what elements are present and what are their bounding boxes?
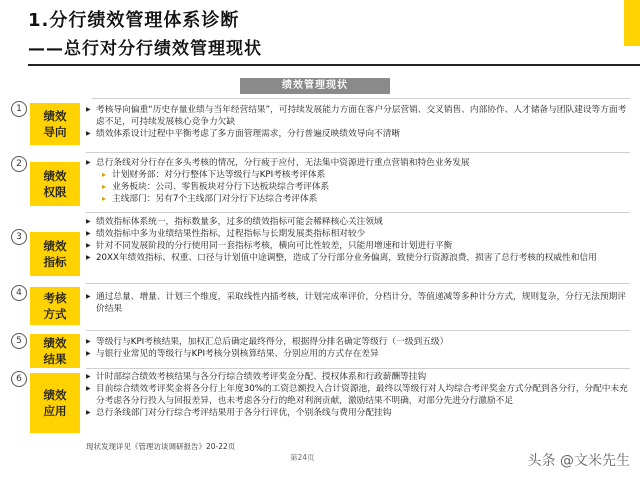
bullet: ▶ 总行条线对分行存在多头考核的情况，分行疲于应付，无法集中资源进行重点营销和特色业务发展 xyxy=(86,157,630,169)
divider xyxy=(86,330,630,331)
bullet: ▶ 总行条线部门对分行综合考评结果用于各分行评优，个别条线与费用分配挂钩 xyxy=(86,407,630,419)
bullet: ▶ 20XX年绩效指标、权重、口径与计划值中途调整，造成了分行部分业务偏离，致使分行资源浪费，损害了总行考核的权威性和信用 xyxy=(86,252,630,264)
title-underline xyxy=(28,64,640,66)
bullet: ▶ 绩效指标中多为业绩结果性指标，过程指标与长期发展类指标相对较少 xyxy=(86,228,630,240)
row-number: 4 xyxy=(11,285,27,301)
bullet: ▶ 绩效指标体系统一，指标数量多，过多的绩效指标可能会稀释核心关注领域 xyxy=(86,216,630,228)
row-label: 绩效 权限 xyxy=(30,162,80,206)
footer-note: 现状发现详见《管理访谈调研报告》20-22页 xyxy=(86,442,236,451)
row-number: 3 xyxy=(11,229,27,245)
row-label: 绩效 导向 xyxy=(30,103,80,145)
logo-bar xyxy=(624,0,640,46)
divider xyxy=(86,368,630,369)
page-number: 第24页 xyxy=(290,453,315,462)
row-number: 1 xyxy=(11,101,27,117)
divider xyxy=(86,283,630,284)
sub-bullet: ▸ 计划财务部：对分行整体下达等级行与KPI考核考评体系 xyxy=(86,169,630,181)
bullet: ▶ 与银行业常见的等级行与KPI考核分别核算结果、分别应用的方式存在差异 xyxy=(86,348,630,360)
bullet: ▶ 绩效体系设计过程中平衡考虑了多方面管理需求，分行普遍反映绩效导向不清晰 xyxy=(86,128,630,140)
sub-bullet: ▸ 主线部门：另有7个主线部门对分行下达综合考评体系 xyxy=(86,193,630,205)
row-label: 考核 方式 xyxy=(30,287,80,325)
bullet: ▶ 针对不同发展阶段的分行使用同一套指标考核，横向可比性较差，只能用增速和计划进行平衡 xyxy=(86,240,630,252)
subtitle: ——总行对分行绩效管理现状 xyxy=(28,39,262,59)
row-number: 6 xyxy=(11,371,27,387)
bullet: ▶ 通过总量、增量、计划三个维度，采取线性内插考核，计划完成率评价，分档计分，等值递减等多种计分方式，规则复杂，分行无法预期评价结果 xyxy=(86,291,630,315)
title: 1.分行绩效管理体系诊断 xyxy=(28,10,240,31)
bullet: ▶ 等级行与KPI考核结果，加权汇总后确定最终得分，根据得分排名确定等级行（一级到五级） xyxy=(86,336,630,348)
row-label: 绩效 指标 xyxy=(30,232,80,276)
section-header-line xyxy=(92,98,630,99)
section-header: 绩效管理现状 xyxy=(240,78,390,94)
divider xyxy=(86,152,630,153)
sub-bullet: ▸ 业务板块：公司、零售板块对分行下达板块综合考评体系 xyxy=(86,181,630,193)
bullet: ▶ 考核导向偏重“历史存量业绩与当年经营结果”，可持续发展能力方面在客户分层营销、交叉销售、内部协作、人才储备与团队建设等方面考虑不足，可持续发展核心竞争力欠缺 xyxy=(86,104,630,128)
row-label: 绩效 结果 xyxy=(30,334,80,368)
bullet: ▶ 目前综合绩效考评奖金将各分行上年度30%的工资总额投入合计资源池，最终以等级行对人均综合考评奖金方式分配到各分行，分配中未充分考虑各分行投入与回报差异，也未考虑各分行的绝对利润贡献，激励结果不明确，对部分先进分行激励不足 xyxy=(86,383,630,407)
bullet: ▶ 计时部综合绩效考核结果与各分行综合绩效考评奖金分配、授权体系和行政薪酬等挂钩 xyxy=(86,371,630,383)
divider xyxy=(86,212,630,213)
row-number: 5 xyxy=(11,333,27,349)
row-label: 绩效 应用 xyxy=(30,373,80,433)
watermark: 头条 @文米先生 xyxy=(527,453,630,469)
row-number: 2 xyxy=(11,156,27,172)
